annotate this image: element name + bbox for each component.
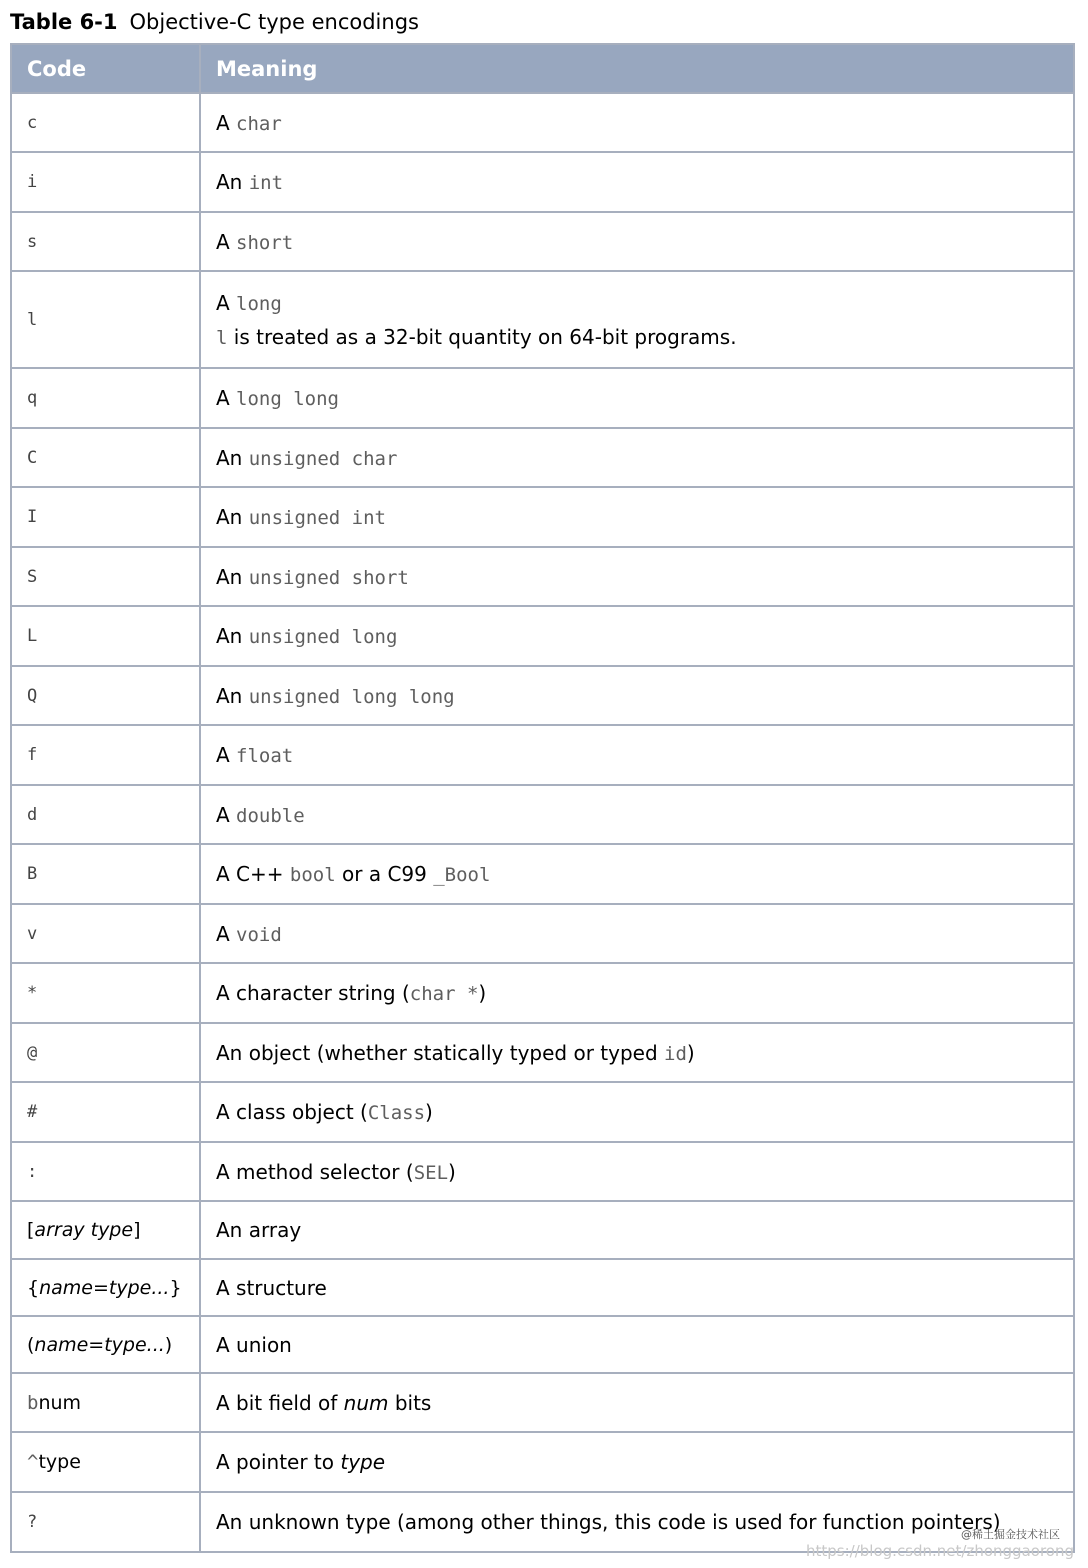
meaning-cell [200, 93, 1074, 152]
code-value: * [27, 983, 38, 1003]
table-row [11, 725, 1074, 785]
meaning-line [216, 862, 490, 886]
meaning-cell [200, 368, 1074, 428]
table-row [11, 904, 1074, 963]
text-run: bits [388, 1390, 432, 1415]
code-value: f [27, 745, 38, 765]
table-body [11, 93, 1074, 1552]
table-row [11, 963, 1074, 1023]
code-value: d [27, 804, 38, 825]
meaning-line [216, 230, 293, 254]
text-run: [ [27, 1219, 35, 1241]
code-value: S [27, 566, 38, 587]
meaning-line [216, 1510, 1001, 1534]
table-row [11, 368, 1074, 428]
meaning-line [216, 170, 283, 194]
table-row [11, 844, 1074, 904]
text-run: A [216, 229, 237, 254]
table-row [11, 547, 1074, 606]
code-value: s [27, 231, 38, 252]
meaning-line [216, 1450, 385, 1474]
code-literal: long [236, 292, 282, 315]
meaning-cell [200, 428, 1074, 487]
code-value: L [27, 626, 38, 646]
code-literal: id [664, 1042, 687, 1065]
meaning-line [216, 386, 339, 410]
text-run: A C++ [216, 862, 290, 886]
text-run: A class object ( [216, 1100, 368, 1124]
code-literal: long long [236, 388, 339, 410]
code-value: Q [27, 685, 38, 706]
text-run: A [216, 110, 237, 135]
text-run: An object (whether statically typed or typed [216, 1040, 664, 1065]
italic-term: type [340, 1450, 386, 1474]
table-row [11, 1082, 1074, 1142]
code-cell [11, 666, 200, 725]
table-row [11, 152, 1074, 212]
code-value: # [27, 1102, 38, 1122]
table-row [11, 271, 1074, 368]
code-literal: unsigned int [248, 507, 386, 529]
table-row [11, 487, 1074, 547]
code-value: v [27, 923, 38, 944]
meaning-line [216, 505, 386, 529]
text-run: type [38, 1451, 81, 1473]
table-row [11, 1259, 1074, 1316]
code-value: : [27, 1161, 38, 1182]
italic-term: name=type... [34, 1333, 165, 1356]
code-cell [11, 1316, 200, 1373]
meaning-line [216, 1333, 292, 1357]
code-literal: l [216, 326, 228, 349]
italic-term: array type [34, 1219, 134, 1241]
code-cell [11, 547, 200, 606]
table-row [11, 428, 1074, 487]
text-run: An [216, 170, 249, 194]
text-run: An array [216, 1218, 302, 1242]
code-cell [11, 212, 200, 271]
text-run: An [216, 445, 249, 470]
code-literal: double [236, 804, 305, 827]
text-run: { [27, 1276, 40, 1299]
code-cell [11, 725, 200, 785]
text-run: A [216, 743, 237, 767]
table-caption-label: Table 6-1 [10, 10, 118, 34]
code-literal: bool [289, 864, 336, 886]
meaning-cell [200, 1432, 1074, 1492]
table-row [11, 785, 1074, 844]
meaning-cell [200, 725, 1074, 785]
text-run: ( [27, 1333, 35, 1356]
code-cell [11, 1082, 200, 1142]
code-cell [11, 93, 200, 152]
text-run: A [216, 921, 237, 946]
italic-term: name=type... [39, 1276, 170, 1299]
code-literal: int [248, 172, 284, 194]
code-value: l [27, 309, 38, 330]
table-row [11, 1316, 1074, 1373]
table-row [11, 93, 1074, 152]
meaning-cell [200, 487, 1074, 547]
text-run: An [216, 624, 249, 648]
code-cell [11, 428, 200, 487]
meaning-cell [200, 1142, 1074, 1201]
meaning-line [216, 446, 397, 470]
code-cell [11, 1432, 200, 1492]
code-value: C [27, 447, 38, 468]
text-run: A pointer to [216, 1450, 341, 1474]
meaning-line [216, 291, 282, 315]
meaning-cell [200, 785, 1074, 844]
code-cell [11, 1023, 200, 1082]
text-run: } [169, 1276, 182, 1299]
table-header-row [11, 44, 1074, 93]
text-run: A [216, 802, 237, 827]
code-literal: char [236, 112, 282, 135]
code-cell [11, 785, 200, 844]
code-cell [11, 1259, 200, 1316]
code-cell [11, 1373, 200, 1432]
text-run: A [216, 290, 237, 315]
meaning-note [216, 325, 1073, 349]
code-literal: SEL [413, 1161, 449, 1184]
table-row [11, 1373, 1074, 1432]
meaning-line [216, 624, 397, 648]
code-value: q [27, 388, 38, 408]
text-run: ) [164, 1333, 173, 1356]
code-literal: Class [367, 1102, 426, 1124]
table-row [11, 212, 1074, 271]
text-run: A union [216, 1332, 292, 1357]
text-run: An unknown type (among other things, this code is used for function pointers) [216, 1510, 1001, 1534]
code-literal: unsigned char [248, 447, 398, 470]
meaning-cell [200, 1373, 1074, 1432]
code-literal: b [27, 1391, 39, 1414]
meaning-cell [200, 271, 1074, 368]
code-value: ? [27, 1512, 38, 1532]
meaning-cell [200, 606, 1074, 666]
text-run: An [216, 564, 249, 589]
column-header-meaning: Meaning [200, 44, 1074, 93]
code-cell [11, 271, 200, 368]
code-cell [11, 904, 200, 963]
code-value: c [27, 112, 38, 133]
code-cell [11, 1142, 200, 1201]
meaning-line [216, 1391, 431, 1415]
code-cell [11, 487, 200, 547]
text-run: A [216, 386, 237, 410]
meaning-cell [200, 1023, 1074, 1082]
code-literal: unsigned short [248, 566, 409, 589]
code-literal: unsigned long [248, 626, 398, 648]
text-run: num [38, 1391, 82, 1414]
meaning-line [216, 803, 305, 827]
text-run: ) [686, 1040, 695, 1065]
text-run: A structure [216, 1275, 327, 1300]
code-cell [11, 1492, 200, 1552]
meaning-cell [200, 666, 1074, 725]
text-run: or a C99 [335, 862, 434, 886]
meaning-cell [200, 844, 1074, 904]
code-literal: short [236, 231, 294, 254]
table-row [11, 666, 1074, 725]
code-literal: unsigned long long [248, 685, 455, 708]
text-run: ) [478, 981, 487, 1005]
meaning-line [216, 1041, 695, 1065]
meaning-line [216, 111, 282, 135]
code-value: i [27, 172, 38, 192]
text-run: An [216, 505, 249, 529]
text-run: An [216, 683, 249, 708]
code-cell [11, 963, 200, 1023]
code-literal: _Bool [433, 864, 491, 886]
text-run: ) [425, 1100, 433, 1124]
text-run: A bit field of [216, 1390, 344, 1415]
table-caption-text: Objective-C type encodings [129, 10, 419, 34]
text-run: ] [133, 1219, 141, 1241]
meaning-line [216, 1218, 301, 1242]
watermark-brand: @稀土掘金技术社区 [961, 1528, 1060, 1541]
code-literal: void [236, 923, 282, 946]
code-value: B [27, 864, 38, 884]
meaning-cell [200, 547, 1074, 606]
meaning-line [216, 981, 486, 1005]
meaning-cell [200, 212, 1074, 271]
code-literal: char * [409, 983, 479, 1005]
meaning-line [216, 743, 293, 767]
table-row [11, 1201, 1074, 1259]
text-run: A method selector ( [216, 1159, 414, 1184]
text-run: ) [448, 1159, 456, 1184]
column-header-code: Code [11, 44, 200, 93]
meaning-cell [200, 1316, 1074, 1373]
text-run: A character string ( [216, 981, 410, 1005]
meaning-cell [200, 1082, 1074, 1142]
watermark-url: https://blog.csdn.net/zhonggaorong [806, 1542, 1074, 1560]
meaning-cell [200, 904, 1074, 963]
code-cell [11, 368, 200, 428]
table-row [11, 606, 1074, 666]
table-caption [10, 6, 419, 38]
meaning-line [216, 684, 455, 708]
table-row [11, 1023, 1074, 1082]
table-row [11, 1432, 1074, 1492]
meaning-line [216, 565, 409, 589]
code-value: @ [27, 1042, 38, 1063]
code-cell [11, 1201, 200, 1259]
meaning-line [216, 1276, 327, 1300]
meaning-cell [200, 152, 1074, 212]
table-row [11, 1142, 1074, 1201]
meaning-cell [200, 963, 1074, 1023]
code-cell [11, 152, 200, 212]
italic-term: num [343, 1390, 389, 1415]
meaning-line [216, 1160, 456, 1184]
type-encodings-table [10, 43, 1075, 1553]
meaning-line [216, 922, 282, 946]
meaning-cell [200, 1259, 1074, 1316]
code-literal: ^ [27, 1451, 39, 1473]
meaning-line [216, 1100, 433, 1124]
code-value: I [27, 507, 38, 527]
meaning-cell [200, 1201, 1074, 1259]
code-cell [11, 606, 200, 666]
text-run: is treated as a 32-bit quantity on 64-bit programs. [227, 324, 737, 349]
code-cell [11, 844, 200, 904]
code-literal: float [236, 745, 294, 767]
